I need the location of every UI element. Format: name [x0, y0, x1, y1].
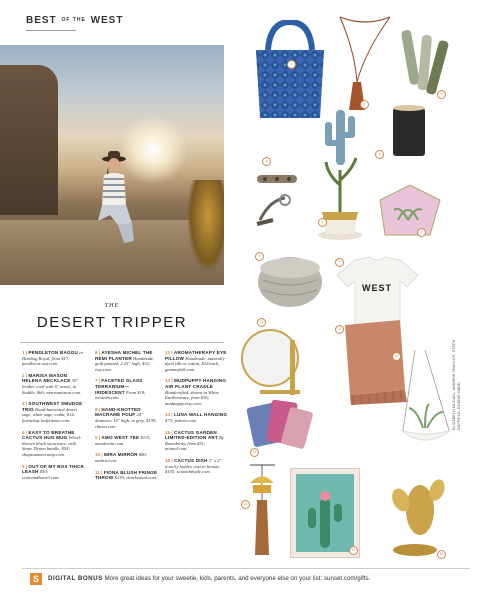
planter-product [310, 150, 370, 245]
product-badge: 9 [335, 258, 344, 267]
west-tee-product [335, 255, 420, 330]
digital-bonus [48, 575, 370, 582]
list-item: 15 | CACTUS GARDEN LIMITED-EDITION ART By Baumbirdy, from $31; minted.com. [165, 429, 224, 452]
page-title: DESERT TRIPPER [36, 314, 188, 331]
product-badge: 1 [287, 60, 296, 69]
list-item: 6 | AYESHA MICHEL THE REMI PLANTER Handmade, gold painted, 2.25" high, $32; etsy.com. [95, 350, 155, 372]
list-item: 7 | FACETED GLASS TERRARIUM—IRIDESCENT From $19; westelm.com. [95, 378, 146, 401]
list-column-3 [165, 350, 228, 481]
list-item: 10 | MIRA MIRROR $80; umbra.com. [95, 452, 148, 463]
product-badge: 11 [335, 325, 344, 334]
list-column-1 [22, 350, 85, 486]
footer-divider [22, 568, 470, 569]
terrarium-product [370, 180, 445, 240]
leash-horn-product [255, 170, 300, 188]
black-mug-product [385, 100, 430, 160]
digital-bonus-label: DIGITAL BONUS [48, 575, 103, 582]
best-of-the-west-logo: BEST OF THE WEST [26, 15, 124, 26]
hero-photo [0, 45, 224, 285]
product-badge: 14 [241, 500, 250, 509]
title-kicker: THE [104, 303, 120, 309]
product-badge: 3 [437, 90, 446, 99]
product-badge: 4 [375, 150, 384, 159]
cliff-shape [0, 65, 58, 215]
product-badge: 7 [417, 228, 426, 237]
product-badge: 6 [318, 218, 327, 227]
svg-text:WEST: WEST [362, 283, 392, 293]
leash-clip-product [255, 190, 295, 230]
tassel-necklace-product [335, 12, 395, 112]
list-item: 8 | HAND-KNOTTED MACRAMÉ POUF 24" diameter, 14" high, in grey, $199; rhteen.com. [95, 406, 157, 429]
list-item: 2 | MARISA MASON HELENA NECKLACE 30" leather cord with 6" tassel, in Saddle, $66; marisamason.com. [22, 372, 82, 395]
list-item: 4 | EASY TO BREATHE CACTUS HUG MUG Wheel-thrown black stoneware, with Stone Denim handle, $54; shopsummercamp.com. [22, 429, 82, 457]
list-item: 11 | FIONA BLUSH FRINGE THROW $139; dearkeaton.com. [95, 469, 158, 481]
sunset-logo: S [30, 573, 42, 585]
eye-pillows-product [245, 395, 315, 455]
product-badge: 16 [437, 550, 446, 559]
list-item: 9 | AMO WEST TEE $115; amodenim.com. [95, 435, 151, 446]
list-item: 16 | CACTUS DISH 3" x 2" jewelry holder, cast in bronze, $105; seawiththyde.com. [165, 457, 222, 475]
list-item: 13 | MUDPUPPY HANGING AIR PLANT CRADLE Handcrafted, shown in White Earthenware, from $36; mudpuppy.etsy.com. [165, 378, 227, 406]
tote-bag-product [250, 20, 330, 120]
digital-bonus-text: More great ideas for your sweetie, kids, parents, and everyone else on your list: sunset.com/gifts. [104, 575, 371, 582]
product-badge: 15 [349, 546, 358, 555]
photo-credits: ELIZABETH MCCALL; ANDREW SHAYLOR; STEPH DUFFIELD; RONNIE HAND [452, 339, 461, 430]
desert-tree [188, 180, 224, 270]
round-mirror-product [240, 320, 330, 400]
list-item: 5 | OUT OF MY BOX THICK LEASH $50; crateandbarrel.com. [22, 463, 85, 480]
product-badge: 10 [257, 318, 266, 327]
list-column-2 [95, 350, 158, 487]
list-item: 1 | PENDLETON BAGGU in Harding Royal, from $17; pendleton-usa.com. [22, 350, 83, 367]
cactus-dish-product [385, 460, 450, 560]
air-plant-cradle-product [395, 350, 455, 460]
list-item: 14 | LUNA WALL HANGING $75; pokoto.com. [165, 412, 228, 423]
list-item: 12 | AROMATHERAPY EYE PILLOW Handmade, naturally dyed silk or cotton, $32/each; gammafolk.com. [165, 350, 227, 372]
product-badge: 13 [392, 352, 401, 361]
woman-figure [88, 145, 138, 255]
cactus-art-print-product [290, 468, 360, 558]
product-badge: 8 [255, 252, 264, 261]
product-badge: 5 [262, 157, 271, 166]
product-badge: 12 [250, 448, 259, 457]
header-divider [26, 30, 76, 31]
list-item: 3 | SOUTHWEST SMUDGE TRIO Hand-harvested desert sage, white sage, cedar, $14; farmshop.losfeliznoe.com. [22, 401, 83, 423]
macrame-pouf-product [255, 250, 325, 310]
product-badge: 2 [360, 100, 369, 109]
luna-wall-hanging-product [245, 455, 280, 560]
title-divider [20, 342, 224, 343]
